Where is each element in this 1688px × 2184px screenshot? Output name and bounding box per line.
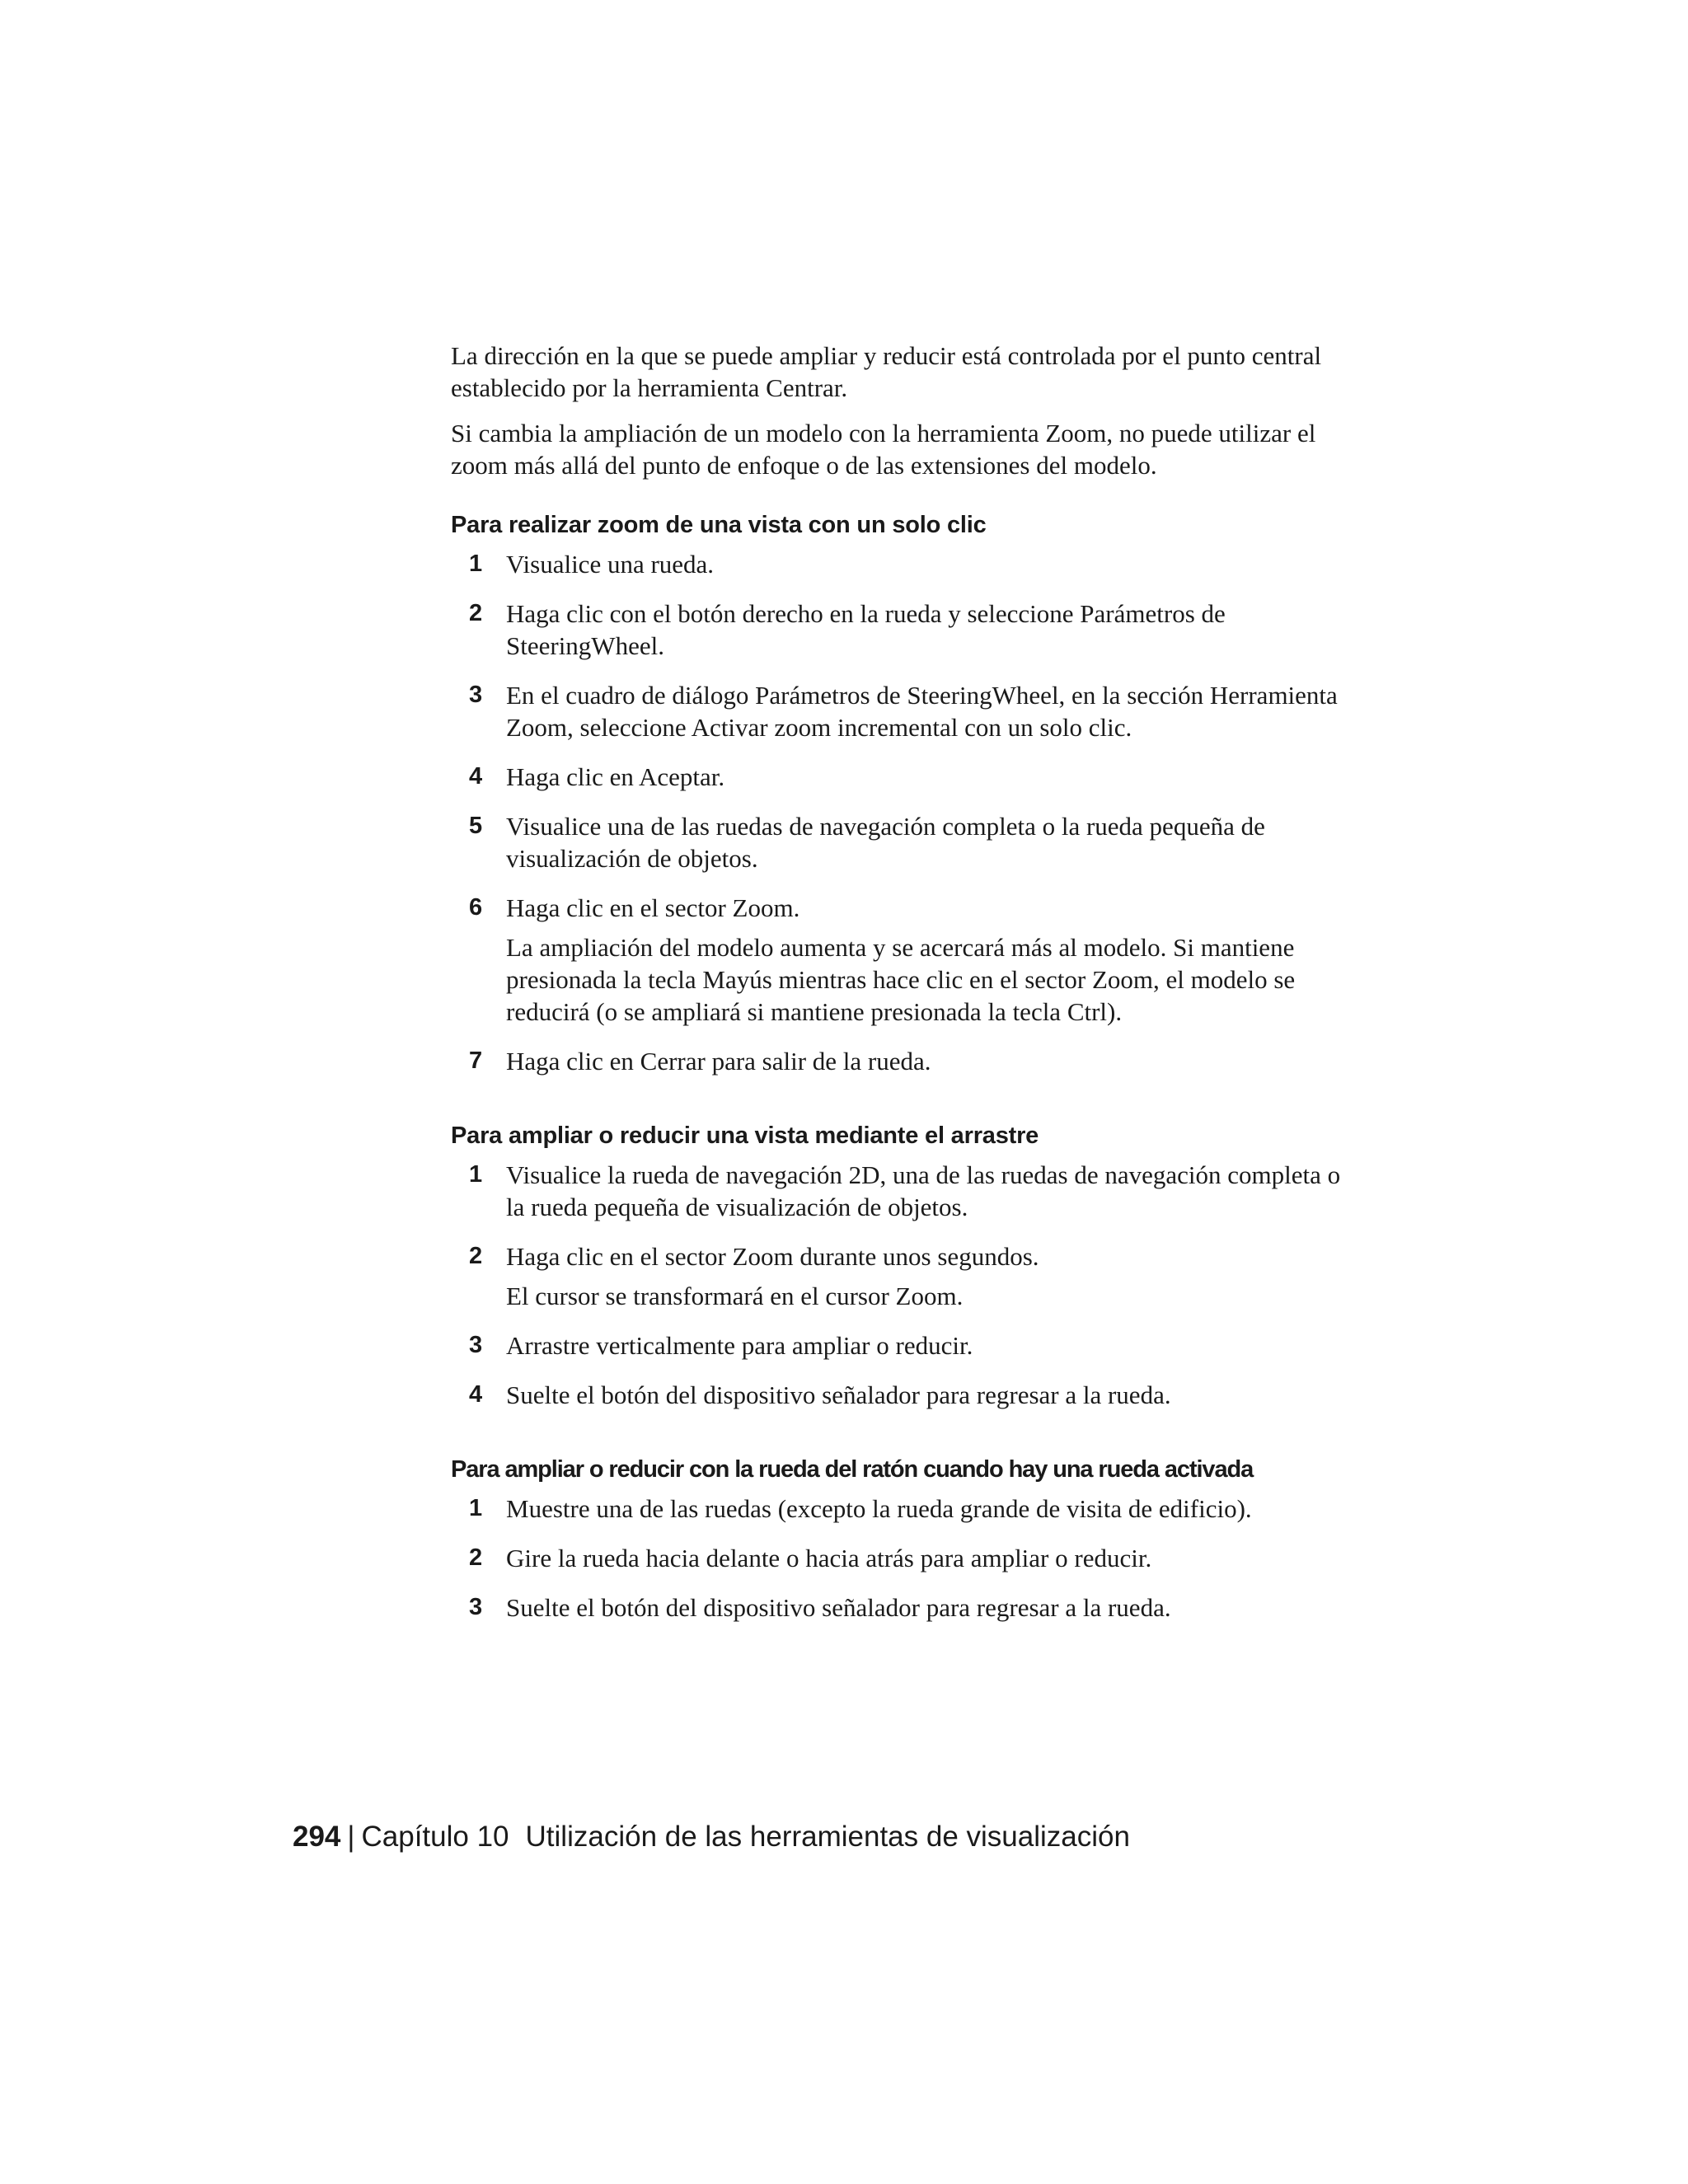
- step-item: [451, 1379, 1341, 1411]
- intro-paragraph: Si cambia la ampliación de un modelo con la herramienta Zoom, no puede utilizar el zoom más allá del punto de enfoque o de las extensiones del modelo.: [451, 419, 1316, 480]
- step-number: 3: [469, 1332, 483, 1358]
- step-text: Muestre una de las ruedas (excepto la rueda grande de visita de edificio).: [506, 1494, 1252, 1523]
- step-number: 1: [469, 551, 483, 577]
- step-text: Gire la rueda hacia delante o hacia atrás para ampliar o reducir.: [506, 1544, 1152, 1572]
- step-text: Visualice una de las ruedas de navegación completa o la rueda pequeña de visualización de objetos.: [506, 812, 1265, 873]
- section-heading: Para ampliar o reducir una vista mediante el arrastre: [451, 1122, 1039, 1149]
- section-heading: Para realizar zoom de una vista con un solo clic: [451, 512, 987, 538]
- chapter-label: Capítulo 10: [361, 1821, 509, 1853]
- step-text: Visualice la rueda de navegación 2D, una de las ruedas de navegación completa o la rueda pequeña de visualización de objetos.: [506, 1160, 1341, 1221]
- step-number: 3: [469, 1594, 483, 1620]
- step-text: Suelte el botón del dispositivo señalador para regresar a la rueda.: [506, 1380, 1171, 1409]
- step-text: Haga clic con el botón derecho en la rueda y seleccione Parámetros de SteeringWheel.: [506, 599, 1226, 660]
- step-result: La ampliación del modelo aumenta y se acercará más al modelo. Si mantiene presionada la tecla Mayús mientras hace clic en el sector Zoom, el modelo se reducirá (o se ampliará si mantiene presionada la tecla Ctrl).: [506, 933, 1296, 1026]
- page-body: [451, 340, 1341, 1624]
- step-number: 4: [469, 1381, 483, 1408]
- step-item: [451, 1493, 1341, 1525]
- step-item: [451, 1591, 1341, 1624]
- step-item: [451, 548, 1341, 580]
- steps-list: [451, 1159, 1341, 1411]
- step-item: [451, 810, 1341, 874]
- step-item: [451, 1240, 1341, 1312]
- step-item: [451, 1542, 1341, 1574]
- step-item: [451, 679, 1341, 743]
- step-number: 3: [469, 682, 483, 708]
- step-number: 2: [469, 1243, 483, 1269]
- step-number: 6: [469, 894, 483, 921]
- step-item: [451, 1159, 1341, 1223]
- steps-list: [451, 548, 1341, 1077]
- step-number: 2: [469, 600, 483, 626]
- intro-paragraph: La dirección en la que se puede ampliar y reducir está controlada por el punto central establecido por la herramienta Centrar.: [451, 341, 1322, 402]
- step-text: Haga clic en el sector Zoom durante unos segundos.: [506, 1242, 1039, 1271]
- step-item: [451, 1045, 1341, 1077]
- chapter-title: Utilización de las herramientas de visualización: [525, 1821, 1130, 1853]
- step-text: Haga clic en Cerrar para salir de la rueda.: [506, 1047, 931, 1076]
- section-heading: Para ampliar o reducir con la rueda del ratón cuando hay una rueda activada: [451, 1456, 1254, 1483]
- step-number: 5: [469, 813, 483, 839]
- step-number: 4: [469, 763, 483, 790]
- steps-list: [451, 1493, 1341, 1624]
- step-item: [451, 892, 1341, 1028]
- page-footer: [293, 1820, 1130, 1854]
- footer-separator: |: [347, 1821, 355, 1853]
- step-item: [451, 598, 1341, 662]
- step-text: Suelte el botón del dispositivo señalador para regresar a la rueda.: [506, 1593, 1171, 1622]
- step-text: Arrastre verticalmente para ampliar o reducir.: [506, 1331, 973, 1360]
- step-number: 7: [469, 1047, 483, 1074]
- step-text: En el cuadro de diálogo Parámetros de SteeringWheel, en la sección Herramienta Zoom, seleccione Activar zoom incremental con un solo clic.: [506, 681, 1338, 742]
- step-item: [451, 761, 1341, 793]
- step-number: 2: [469, 1544, 483, 1571]
- step-text: Haga clic en el sector Zoom.: [506, 893, 800, 922]
- step-number: 1: [469, 1161, 483, 1188]
- step-number: 1: [469, 1495, 483, 1521]
- step-result: El cursor se transformará en el cursor Zoom.: [506, 1282, 964, 1310]
- page-number: 294: [293, 1821, 341, 1853]
- step-text: Visualice una rueda.: [506, 550, 715, 579]
- step-item: [451, 1329, 1341, 1361]
- step-text: Haga clic en Aceptar.: [506, 762, 725, 791]
